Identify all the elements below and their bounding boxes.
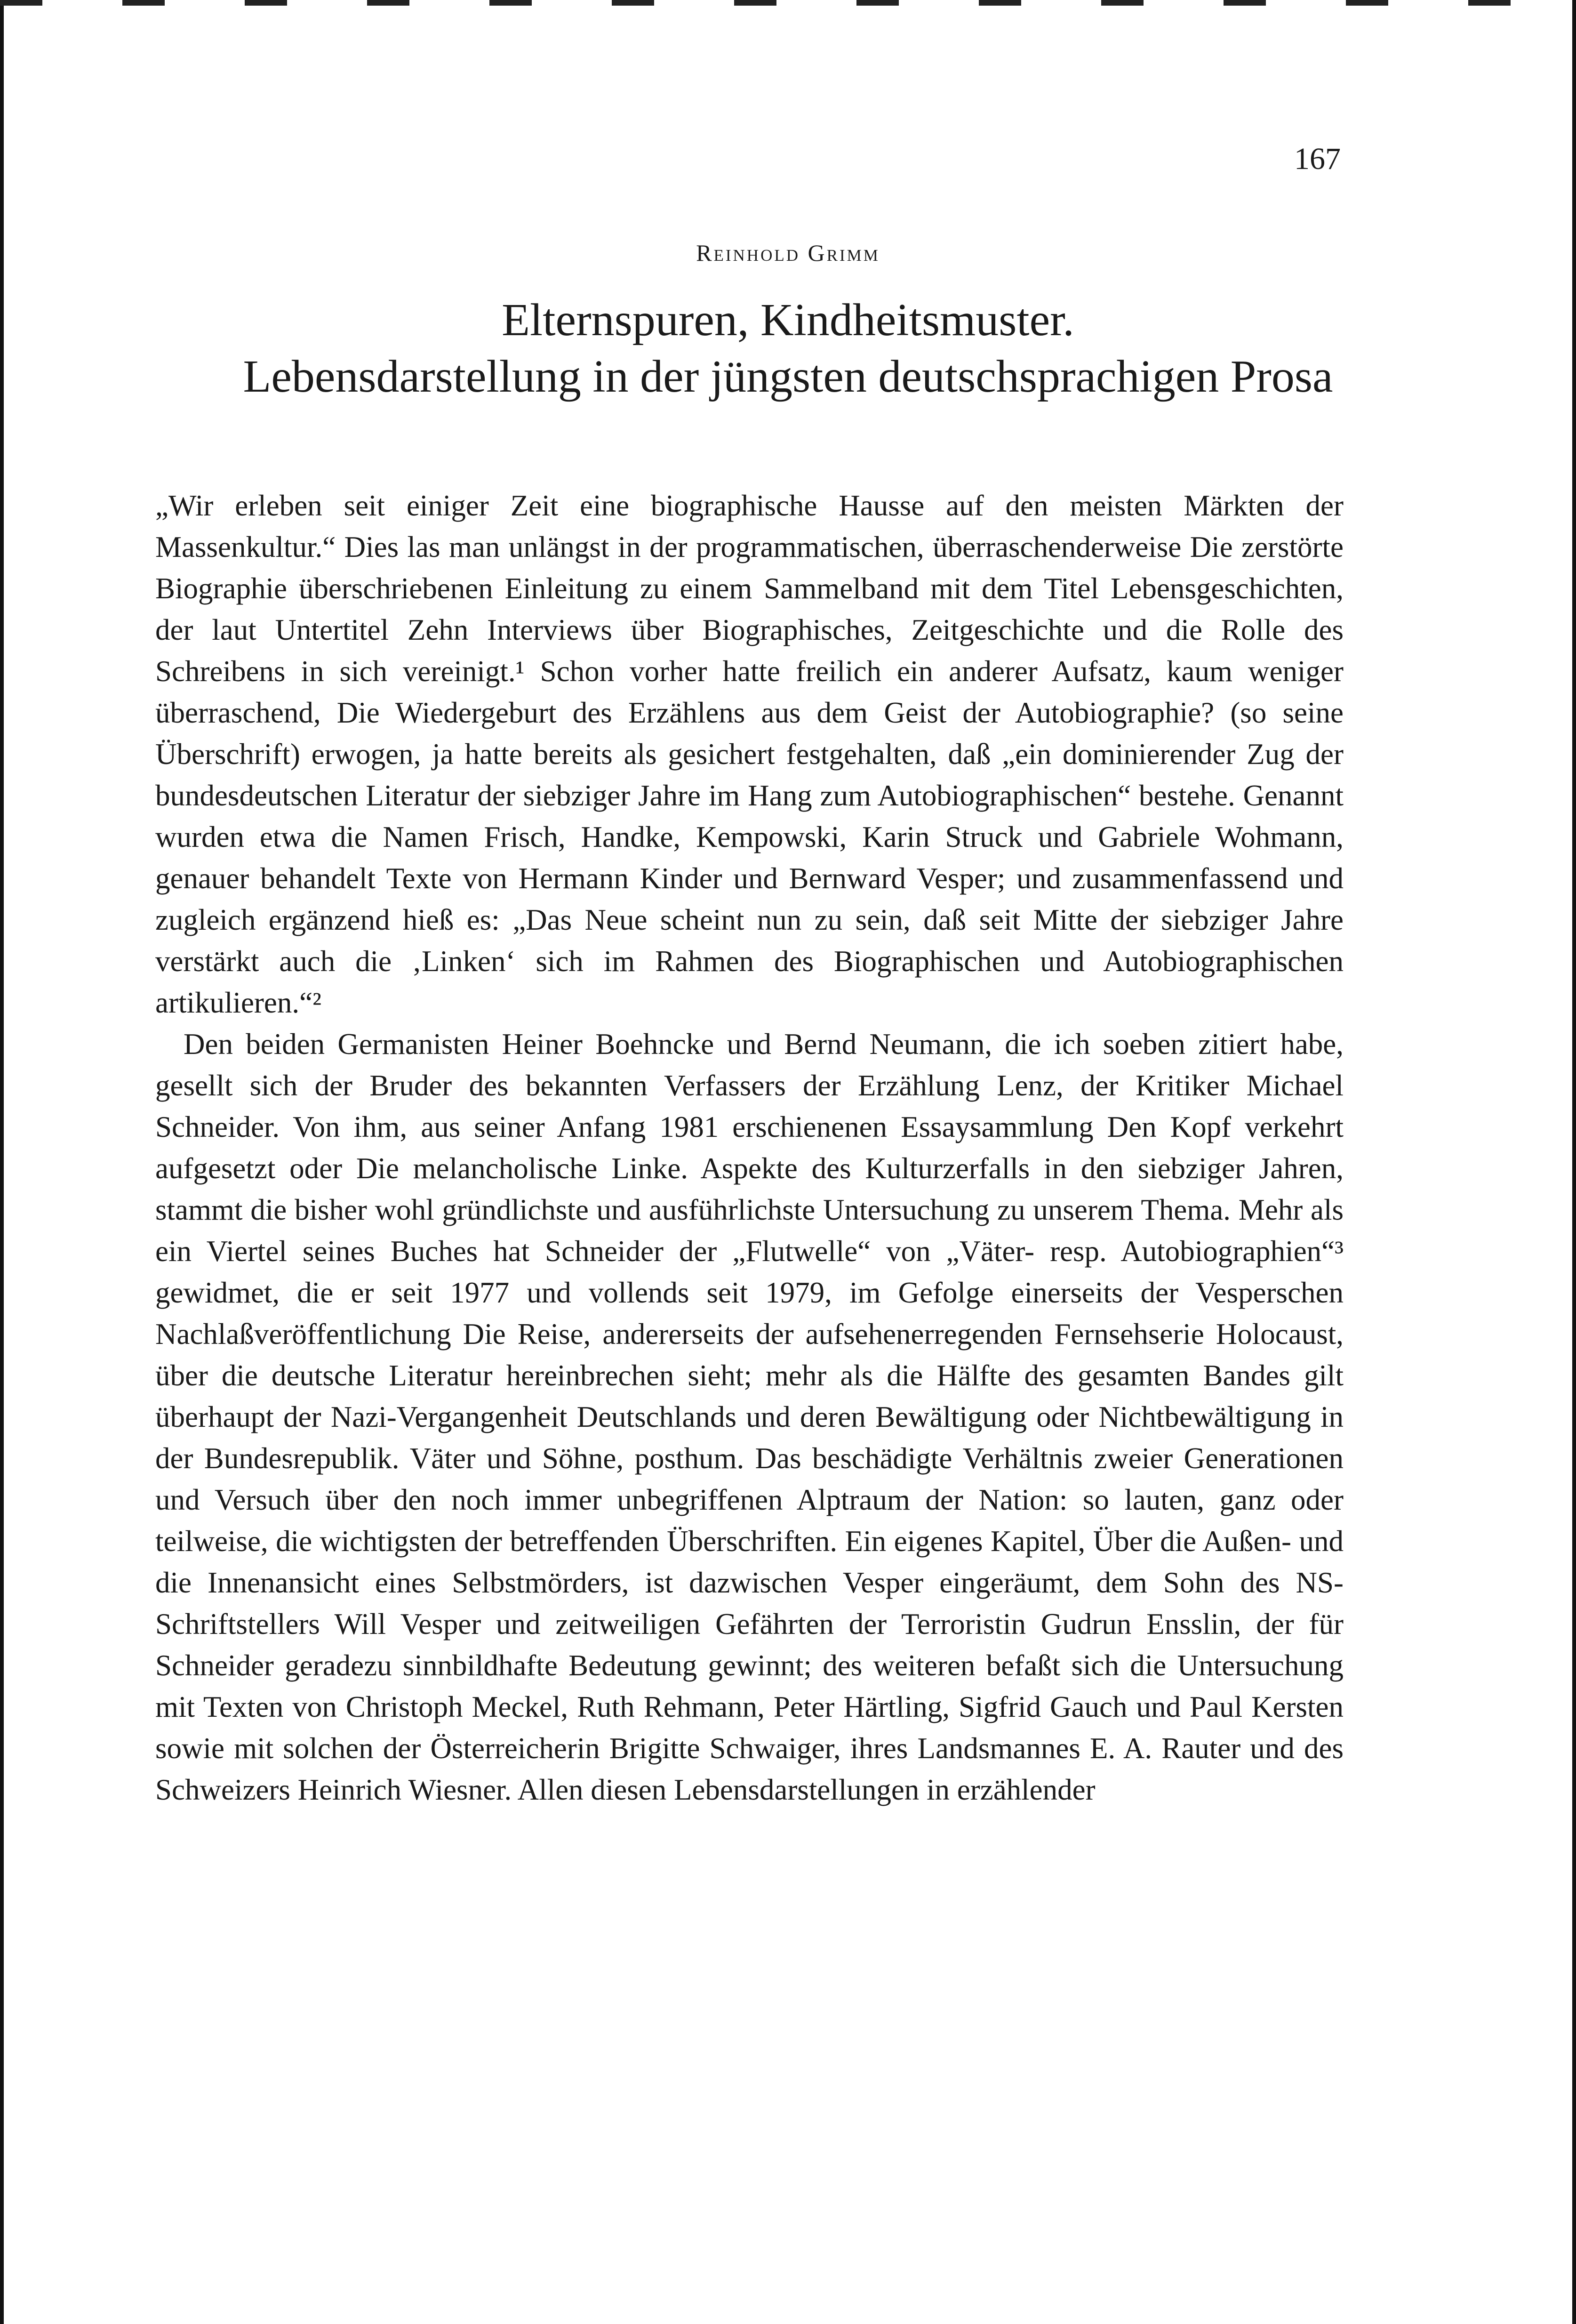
- author-name: Reinhold Grimm: [696, 240, 880, 266]
- title-line-2: Lebensdarstellung in der jüngsten deutschsprachigen Prosa: [243, 351, 1333, 402]
- article-body: [155, 485, 1344, 1810]
- title-line-1: Elternspuren, Kindheitsmuster.: [502, 295, 1074, 346]
- scan-edge: [0, 0, 1576, 6]
- paragraph-1: „Wir erleben seit einiger Zeit eine biographische Hausse auf den meisten Märkten der Massenkultur.“ Dies las man unlängst in der programmatischen, überraschenderweise Die zerstörte Biographie überschriebenen Einleitung zu einem Sammelband mit dem Titel Lebensgeschichten, der laut Untertitel Zehn Interviews über Biographisches, Zeitgeschichte und die Rolle des Schreibens in sich vereinigt.¹ Schon vorher hatte freilich ein anderer Aufsatz, kaum weniger überraschend, Die Wiedergeburt des Erzählens aus dem Geist der Autobiographie? (so seine Überschrift) erwogen, ja hatte bereits als gesichert festgehalten, daß „ein dominierender Zug der bundesdeutschen Literatur der siebziger Jahre im Hang zum Autobiographischen“ bestehe. Genannt wurden etwa die Namen Frisch, Handke, Kempowski, Karin Struck und Gabriele Wohmann, genauer behandelt Texte von Hermann Kinder und Bernward Vesper; und zusammenfassend und zugleich ergänzend hieß es: „Das Neue scheint nun zu sein, daß seit Mitte der siebziger Jahre verstärkt auch die ‚Linken‘ sich im Rahmen des Biographischen und Autobiographischen artikulieren.“²: [155, 489, 1344, 1019]
- page-number: 167: [1294, 142, 1341, 176]
- paragraph-2: Den beiden Germanisten Heiner Boehncke und Bernd Neumann, die ich soeben zitiert habe, gesellt sich der Bruder des bekannten Verfassers der Erzählung Lenz, der Kritiker Michael Schneider. Von ihm, aus seiner Anfang 1981 erschienenen Essaysammlung Den Kopf verkehrt aufgesetzt oder Die melancholische Linke. Aspekte des Kulturzerfalls in den siebziger Jahren, stammt die bisher wohl gründlichste und ausführlichste Untersuchung zu unserem Thema. Mehr als ein Viertel seines Buches hat Schneider der „Flutwelle“ von „Väter- resp. Autobiographien“³ gewidmet, die er seit 1977 und vollends seit 1979, im Gefolge einerseits der Vesperschen Nachlaßveröffentlichung Die Reise, andererseits der aufsehenerregenden Fernsehserie Holocaust, über die deutsche Literatur hereinbrechen sieht; mehr als die Hälfte des gesamten Bandes gilt überhaupt der Nazi-Vergangenheit Deutschlands und deren Bewältigung oder Nichtbewältigung in der Bundesrepublik. Väter und Söhne, posthum. Das beschädigte Verhältnis zweier Generationen und Versuch über den noch immer unbegriffenen Alptraum der Nation: so lauten, ganz oder teilweise, die wichtigsten der betreffenden Überschriften. Ein eigenes Kapitel, Über die Außen- und die Innenansicht eines Selbstmörders, ist dazwischen Vesper eingeräumt, dem Sohn des NS-Schriftstellers Will Vesper und zeitweiligen Gefährten der Terroristin Gudrun Ensslin, der für Schneider geradezu sinnbildhafte Bedeutung gewinnt; des weiteren befaßt sich die Untersuchung mit Texten von Christoph Meckel, Ruth Rehmann, Peter Härtling, Sigfrid Gauch und Paul Kersten sowie mit solchen der Österreicherin Brigitte Schwaiger, ihres Landsmannes E. A. Rauter und des Schweizers Heinrich Wiesner. Allen diesen Lebensdarstellungen in erzählender: [155, 1028, 1344, 1806]
- article-title: [0, 292, 1576, 405]
